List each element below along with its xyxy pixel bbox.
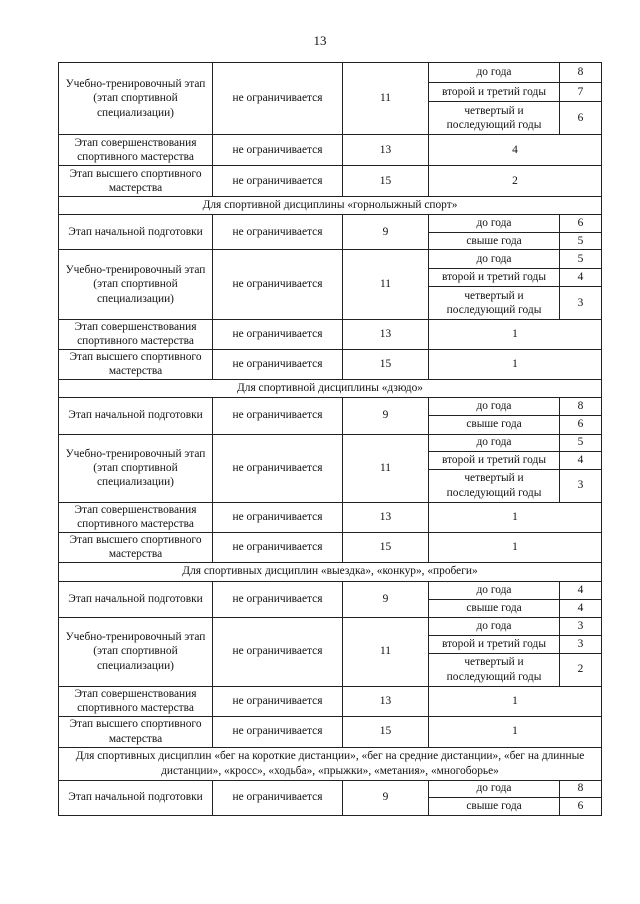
min-age: 9 <box>343 215 429 250</box>
stage-name: Учебно-тренировочный этап (этап спортивной специализации) <box>59 617 213 686</box>
training-period: до года <box>429 250 560 269</box>
min-age: 13 <box>343 686 429 716</box>
table-row <box>59 716 602 747</box>
stage-name: Учебно-тренировочный этап (этап спортивной специализации) <box>59 63 213 135</box>
training-period: четвертый и последующий годы <box>429 287 560 320</box>
stage-name: Учебно-тренировочный этап (этап спортивной специализации) <box>59 250 213 320</box>
stage-name: Этап начальной подготовки <box>59 215 213 250</box>
section-header: Для спортивных дисциплин «бег на короткие дистанции», «бег на средние дистанции», «бег на длинные дистанции», «кросс», «ходьба», «прыжки», «метания», «многоборье» <box>59 747 602 780</box>
group-size: 1 <box>429 686 602 716</box>
duration-limit: не ограничивается <box>213 135 343 166</box>
training-period: свыше года <box>429 415 560 434</box>
min-age: 11 <box>343 250 429 320</box>
group-size: 2 <box>429 166 602 197</box>
training-period: до года <box>429 397 560 415</box>
section-header: Для спортивных дисциплин «выездка», «конкур», «пробеги» <box>59 562 602 581</box>
group-size: 5 <box>560 233 602 250</box>
min-age: 15 <box>343 532 429 562</box>
group-size: 6 <box>560 102 602 135</box>
group-size: 3 <box>560 287 602 320</box>
training-period: второй и третий годы <box>429 83 560 102</box>
min-age: 15 <box>343 716 429 747</box>
stage-name: Этап совершенствования спортивного мастерства <box>59 320 213 350</box>
min-age: 13 <box>343 135 429 166</box>
group-size: 3 <box>560 635 602 653</box>
section-header: Для спортивной дисциплины «горнолыжный спорт» <box>59 197 602 215</box>
group-size: 4 <box>560 451 602 469</box>
min-age: 13 <box>343 320 429 350</box>
min-age: 9 <box>343 780 429 815</box>
group-size: 1 <box>429 532 602 562</box>
min-age: 9 <box>343 397 429 434</box>
stage-name: Этап совершенствования спортивного мастерства <box>59 135 213 166</box>
group-size: 1 <box>429 349 602 379</box>
duration-limit: не ограничивается <box>213 686 343 716</box>
stage-name: Этап совершенствования спортивного мастерства <box>59 502 213 532</box>
min-age: 15 <box>343 166 429 197</box>
stage-name: Этап высшего спортивного мастерства <box>59 532 213 562</box>
group-size: 7 <box>560 83 602 102</box>
table-row <box>59 349 602 379</box>
group-size: 4 <box>560 581 602 599</box>
min-age: 9 <box>343 581 429 617</box>
group-size: 2 <box>560 653 602 686</box>
table-row <box>59 686 602 716</box>
min-age: 13 <box>343 502 429 532</box>
duration-limit: не ограничивается <box>213 434 343 502</box>
group-size: 1 <box>429 716 602 747</box>
group-size: 8 <box>560 63 602 83</box>
training-period: свыше года <box>429 797 560 815</box>
group-size: 8 <box>560 397 602 415</box>
section-header: Для спортивной дисциплины «дзюдо» <box>59 379 602 397</box>
table-row <box>59 502 602 532</box>
duration-limit: не ограничивается <box>213 250 343 320</box>
stage-name: Этап совершенствования спортивного мастерства <box>59 686 213 716</box>
training-period: свыше года <box>429 233 560 250</box>
group-size: 4 <box>560 599 602 617</box>
table-row <box>59 135 602 166</box>
table-row <box>59 532 602 562</box>
group-size: 6 <box>560 415 602 434</box>
group-size: 1 <box>429 320 602 350</box>
stage-name: Этап высшего спортивного мастерства <box>59 349 213 379</box>
duration-limit: не ограничивается <box>213 166 343 197</box>
section-header-row <box>59 197 602 215</box>
table-row <box>59 581 602 599</box>
min-age: 11 <box>343 63 429 135</box>
group-size: 4 <box>560 269 602 287</box>
training-period: второй и третий годы <box>429 269 560 287</box>
duration-limit: не ограничивается <box>213 581 343 617</box>
section-header-row <box>59 747 602 780</box>
group-size: 6 <box>560 797 602 815</box>
table-row <box>59 434 602 451</box>
table-row <box>59 166 602 197</box>
stage-name: Этап начальной подготовки <box>59 780 213 815</box>
training-period: до года <box>429 63 560 83</box>
min-age: 11 <box>343 617 429 686</box>
training-period: до года <box>429 434 560 451</box>
section-header-row <box>59 562 602 581</box>
table-row <box>59 250 602 269</box>
stage-name: Этап высшего спортивного мастерства <box>59 716 213 747</box>
stage-name: Этап начальной подготовки <box>59 581 213 617</box>
training-period: до года <box>429 617 560 635</box>
min-age: 11 <box>343 434 429 502</box>
table-row <box>59 617 602 635</box>
duration-limit: не ограничивается <box>213 63 343 135</box>
training-period: до года <box>429 780 560 797</box>
duration-limit: не ограничивается <box>213 532 343 562</box>
training-period: до года <box>429 215 560 233</box>
table-row <box>59 397 602 415</box>
training-period: второй и третий годы <box>429 451 560 469</box>
group-size: 5 <box>560 434 602 451</box>
training-period: четвертый и последующий годы <box>429 469 560 502</box>
table-row <box>59 780 602 797</box>
duration-limit: не ограничивается <box>213 215 343 250</box>
duration-limit: не ограничивается <box>213 716 343 747</box>
duration-limit: не ограничивается <box>213 349 343 379</box>
table-row <box>59 320 602 350</box>
duration-limit: не ограничивается <box>213 397 343 434</box>
duration-limit: не ограничивается <box>213 780 343 815</box>
table-row <box>59 63 602 83</box>
group-size: 4 <box>429 135 602 166</box>
group-size: 8 <box>560 780 602 797</box>
training-period: четвертый и последующий годы <box>429 102 560 135</box>
group-size: 6 <box>560 215 602 233</box>
stage-name: Учебно-тренировочный этап (этап спортивной специализации) <box>59 434 213 502</box>
training-stages-table <box>58 62 602 816</box>
group-size: 5 <box>560 250 602 269</box>
group-size: 3 <box>560 469 602 502</box>
training-period: четвертый и последующий годы <box>429 653 560 686</box>
section-header-row <box>59 379 602 397</box>
duration-limit: не ограничивается <box>213 320 343 350</box>
training-period: до года <box>429 581 560 599</box>
table-row <box>59 215 602 233</box>
page-number: 13 <box>313 33 327 48</box>
stage-name: Этап начальной подготовки <box>59 397 213 434</box>
training-period: свыше года <box>429 599 560 617</box>
group-size: 1 <box>429 502 602 532</box>
duration-limit: не ограничивается <box>213 617 343 686</box>
group-size: 3 <box>560 617 602 635</box>
training-period: второй и третий годы <box>429 635 560 653</box>
duration-limit: не ограничивается <box>213 502 343 532</box>
stage-name: Этап высшего спортивного мастерства <box>59 166 213 197</box>
min-age: 15 <box>343 349 429 379</box>
